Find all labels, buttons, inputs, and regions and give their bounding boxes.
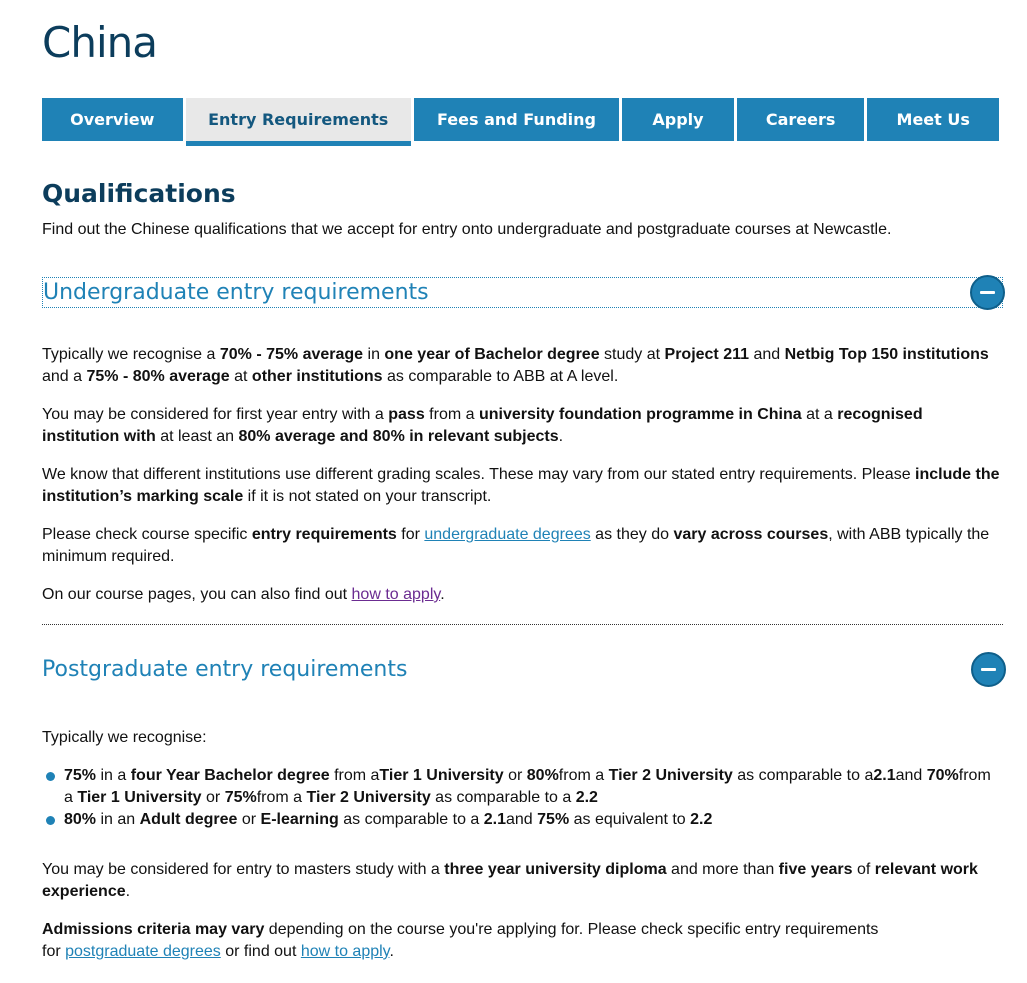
postgraduate-list — [42, 765, 1003, 831]
text-bold: 2.2 — [575, 789, 598, 806]
text: Please check course specific — [42, 526, 252, 543]
text-bold: 2.1 — [483, 811, 506, 828]
tab-overview[interactable]: Overview — [42, 98, 183, 141]
postgraduate-paragraph — [42, 919, 892, 963]
text: and — [506, 811, 538, 828]
text: . — [125, 883, 131, 900]
tab-meet-us[interactable]: Meet Us — [867, 98, 999, 141]
text-bold: 75% - 80% average — [86, 368, 230, 385]
undergraduate-degrees-link[interactable]: undergraduate degrees — [424, 526, 591, 543]
text: . — [440, 586, 445, 603]
text: as comparable to a — [732, 767, 874, 784]
undergraduate-paragraph — [42, 524, 1003, 568]
text-bold: relevant work experience — [42, 861, 978, 900]
text-bold: one year of Bachelor degree — [384, 346, 600, 363]
text-bold: 2.1 — [873, 767, 896, 784]
text: You may be considered for first year entry with a — [42, 406, 389, 423]
postgraduate-accordion-title: Postgraduate entry requirements — [42, 656, 408, 682]
text-bold: Tier 1 University — [379, 767, 504, 784]
text: and more than — [666, 861, 779, 878]
tab-bar — [42, 98, 999, 146]
text: for — [396, 526, 425, 543]
text: or — [201, 789, 225, 806]
text: from a — [64, 767, 991, 806]
text: at — [229, 368, 252, 385]
undergraduate-accordion-title: Undergraduate entry requirements — [43, 280, 429, 305]
text-bold: 75% — [64, 767, 97, 784]
text-bold: Project 211 — [664, 346, 750, 363]
text: depending on the course you're applying for. Please check specific entry requirements for — [42, 921, 879, 960]
text-bold: vary across courses — [673, 526, 829, 543]
how-to-apply-link[interactable]: how to apply — [300, 943, 390, 960]
text-bold: university foundation programme in China — [478, 406, 802, 423]
text: On our course pages, you can also find out — [42, 586, 352, 603]
qualifications-intro: Find out the Chinese qualifications that we accept for entry onto undergraduate and postgraduate courses at Newcastle. — [42, 221, 892, 238]
text-bold: other institutions — [251, 368, 383, 385]
list-item — [64, 765, 1003, 809]
text: of — [852, 861, 875, 878]
text: and — [895, 767, 927, 784]
undergraduate-paragraph — [42, 584, 1003, 606]
text: . — [389, 943, 394, 960]
text-bold: Netbig Top 150 institutions — [784, 346, 989, 363]
text: in — [363, 346, 385, 363]
text-bold: five years — [778, 861, 853, 878]
postgraduate-degrees-link[interactable]: postgraduate degrees — [65, 943, 221, 960]
how-to-apply-link[interactable]: how to apply — [351, 586, 441, 603]
text: or find out — [220, 943, 301, 960]
undergraduate-accordion-header[interactable] — [42, 277, 1003, 308]
minus-circle-icon[interactable] — [970, 275, 1005, 310]
text-bold: three year university diploma — [444, 861, 667, 878]
text: , with ABB typically the minimum required. — [42, 526, 990, 565]
text-bold: four Year Bachelor degree — [130, 767, 330, 784]
text-bold: pass — [388, 406, 425, 423]
postgraduate-accordion-body — [42, 687, 1003, 963]
text: at a — [801, 406, 838, 423]
minus-circle-icon[interactable] — [971, 652, 1006, 687]
text: from a — [424, 406, 479, 423]
text: or — [503, 767, 527, 784]
text: in an — [96, 811, 140, 828]
text: study at — [599, 346, 665, 363]
text: as comparable to a — [430, 789, 576, 806]
text: and a — [42, 368, 87, 385]
qualifications-heading: Qualifications — [42, 179, 236, 208]
text: in a — [96, 767, 131, 784]
text: if it is not stated on your transcript. — [243, 488, 492, 505]
page-title: China — [42, 18, 157, 67]
text: We know that different institutions use different grading scales. These may vary from our stated entry requirements. Please — [42, 466, 916, 483]
undergraduate-paragraph — [42, 344, 1003, 388]
text: from a — [558, 767, 609, 784]
undergraduate-accordion-body — [42, 308, 1003, 625]
tab-entry-requirements[interactable]: Entry Requirements — [186, 98, 411, 146]
undergraduate-paragraph — [42, 404, 1003, 448]
undergraduate-paragraph — [42, 464, 1003, 508]
text-bold: 80% average and 80% in relevant subjects — [238, 428, 559, 445]
postgraduate-paragraph: Typically we recognise: — [42, 729, 207, 746]
list-item — [64, 809, 1003, 831]
text: as comparable to ABB at A level. — [382, 368, 619, 385]
text-bold: entry requirements — [251, 526, 397, 543]
text-bold: Tier 1 University — [77, 789, 202, 806]
text: as they do — [590, 526, 674, 543]
text-bold: recognised institution with — [42, 406, 923, 445]
text-bold: include the institution’s marking scale — [42, 466, 1000, 505]
text: at least an — [155, 428, 239, 445]
text-bold: Tier 2 University — [306, 789, 431, 806]
text: as comparable to a — [338, 811, 484, 828]
text: or — [237, 811, 261, 828]
text: from a — [256, 789, 307, 806]
text-bold: Tier 2 University — [608, 767, 733, 784]
text-bold: 80% — [526, 767, 559, 784]
text-bold: 75% — [224, 789, 257, 806]
text-bold: 70% — [926, 767, 959, 784]
text: as equivalent to — [569, 811, 691, 828]
text-bold: 80% — [64, 811, 97, 828]
postgraduate-paragraph — [42, 859, 1003, 903]
text-bold: 70% - 75% average — [219, 346, 364, 363]
text: . — [558, 428, 564, 445]
tab-fees-and-funding[interactable]: Fees and Funding — [414, 98, 619, 141]
text: and — [749, 346, 785, 363]
text-bold: Adult degree — [139, 811, 238, 828]
text: from a — [329, 767, 380, 784]
text-bold: 75% — [537, 811, 570, 828]
tab-apply[interactable]: Apply — [622, 98, 734, 141]
text-bold: E-learning — [260, 811, 339, 828]
text: Typically we recognise a — [42, 346, 220, 363]
text-bold: Admissions criteria may vary — [42, 921, 265, 938]
text-bold: 2.2 — [690, 811, 713, 828]
postgraduate-accordion-header[interactable] — [42, 651, 1003, 687]
tab-careers[interactable]: Careers — [737, 98, 865, 141]
text: You may be considered for entry to masters study with a — [42, 861, 445, 878]
